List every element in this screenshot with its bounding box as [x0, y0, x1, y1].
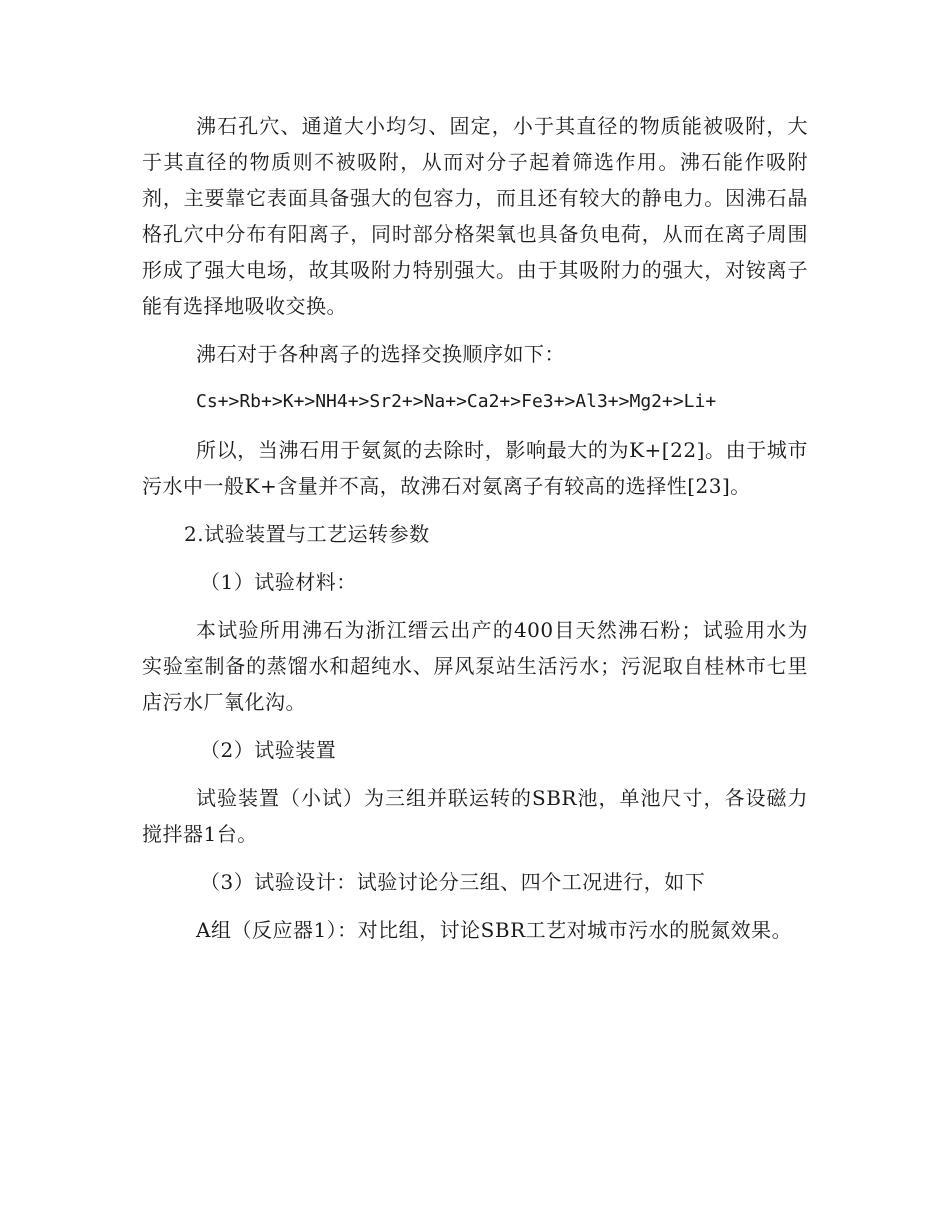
paragraph-materials: 本试验所用沸石为浙江缙云出产的400目天然沸石粉；试验用水为实验室制备的蒸馏水和超纯水、屏风泵站生活污水；污泥取自桂林市七里店污水厂氧化沟。 [142, 618, 808, 714]
paragraph-apparatus: 试验装置（小试）为三组并联运转的SBR池，单池尺寸，各设磁力搅拌器1台。 [142, 786, 808, 846]
paragraph-group-a: A组（反应器1）：对比组，讨论SBR工艺对城市污水的脱氮效果。 [196, 918, 793, 942]
subheading-apparatus: （2）试验装置 [200, 738, 337, 762]
paragraph-ammonia-selectivity: 所以，当沸石用于氨氮的去除时，影响最大的为K+[22]。由于城市污水中一般K+含量并不高，故沸石对氨离子有较高的选择性[23]。 [142, 438, 808, 498]
document-page [142, 108, 808, 948]
paragraph-ion-sequence: Cs+>Rb+>K+>NH4+>Sr2+>Na+>Ca2+>Fe3+>Al3+>Mg2+>Li+ [196, 391, 717, 412]
section-heading-apparatus: 2.试验装置与工艺运转参数 [184, 522, 430, 546]
subheading-materials: （1）试验材料： [200, 570, 357, 594]
paragraph-selection-order-intro: 沸石对于各种离子的选择交换顺序如下： [196, 342, 565, 366]
paragraph-zeolite-pores: 沸石孔穴、通道大小均匀、固定，小于其直径的物质能被吸附，大于其直径的物质则不被吸附，从而对分子起着筛选作用。沸石能作吸附剂，主要靠它表面具备强大的包容力，而且还有较大的静电力。因沸石晶格孔穴中分布有阳离子，同时部分格架氧也具备负电荷，从而在离子周围形成了强大电场，故其吸附力特别强大。由于其吸附力的强大，对铵离子能有选择地吸收交换。 [142, 114, 808, 318]
subheading-design: （3）试验设计：试验讨论分三组、四个工况进行，如下 [200, 870, 706, 894]
